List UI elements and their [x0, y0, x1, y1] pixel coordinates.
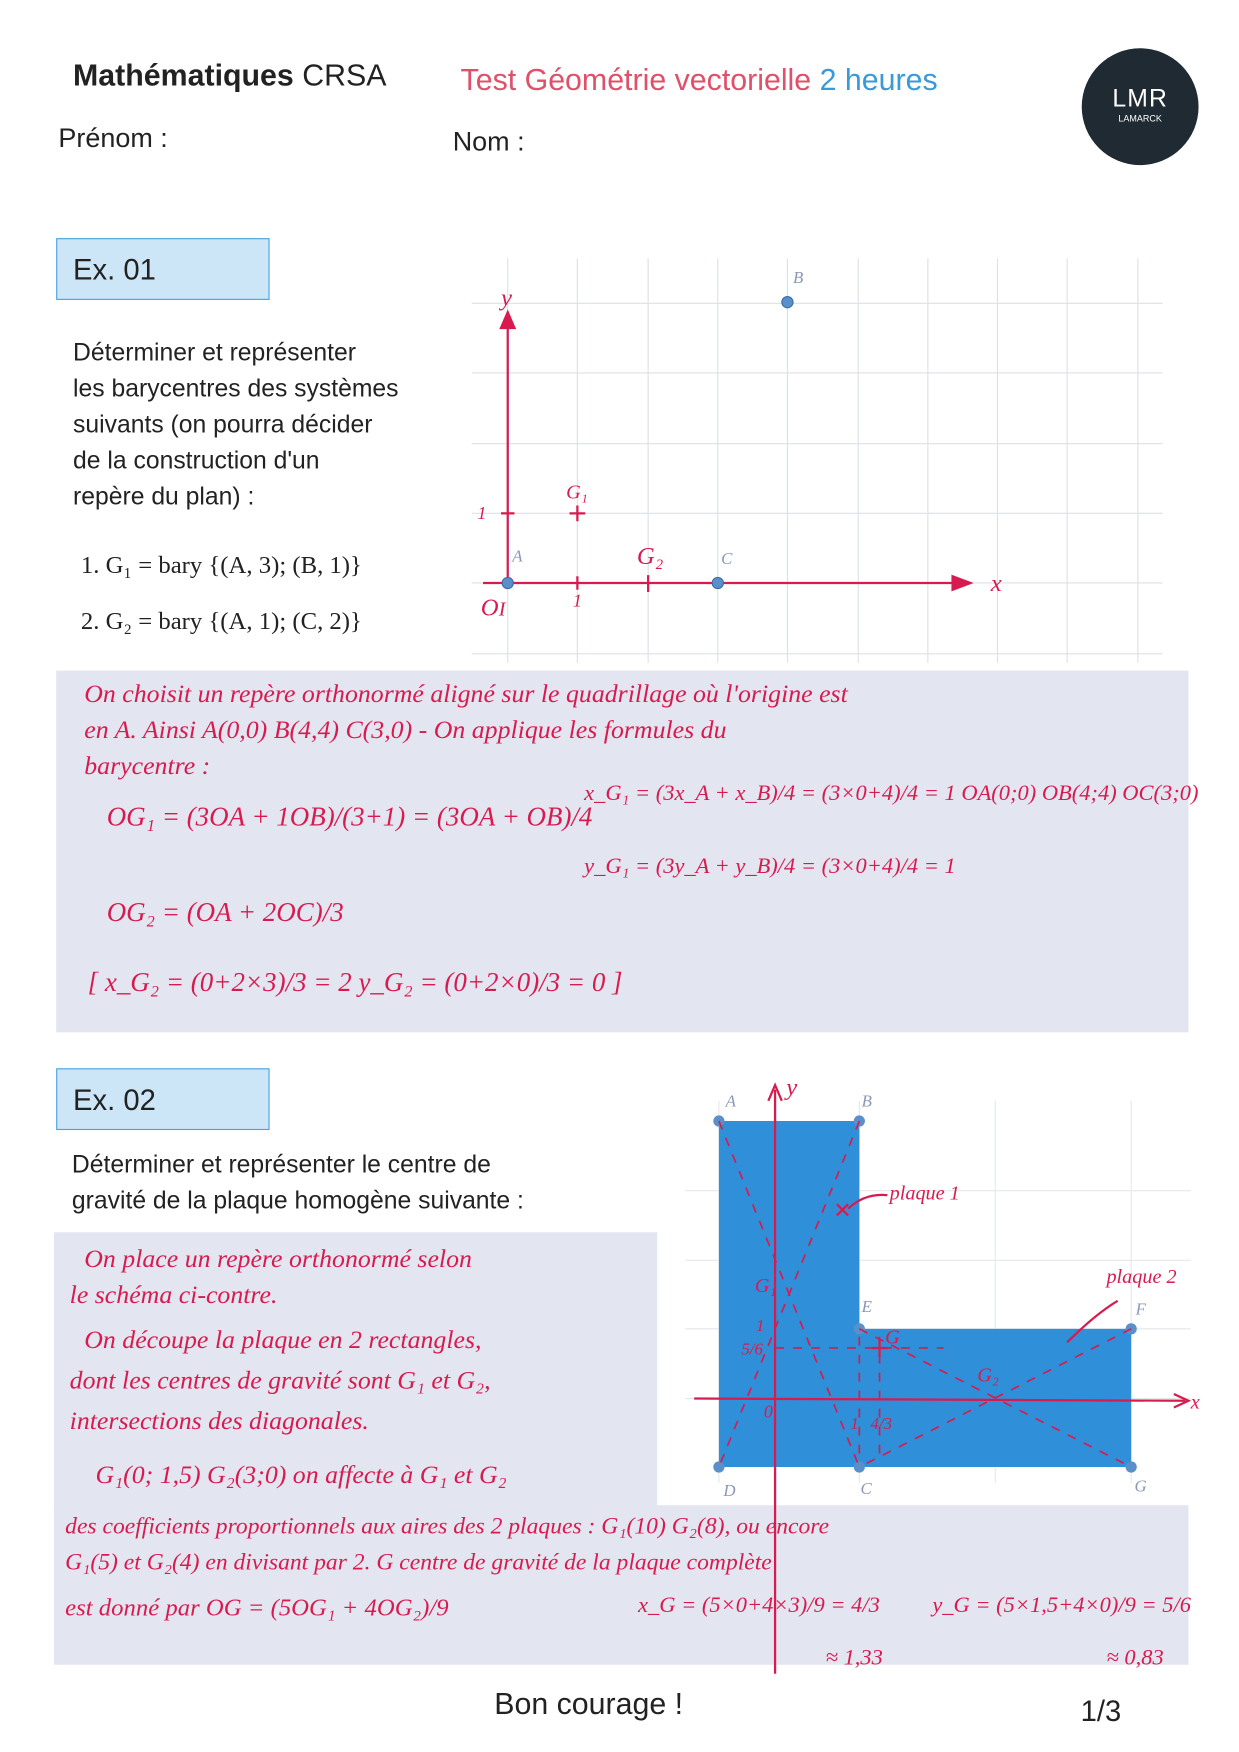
ex1-item-2: 2. G₂ = bary {(A, 1); (C, 2)} — [80, 606, 362, 635]
plaque1-label: plaque 1 — [889, 1182, 960, 1205]
test-title: Test Géométrie vectorielle 2 heures — [460, 62, 938, 97]
ex2-answer-line: des coefficients proportionnels aux aires des 2 plaques : G₁(10) G₂(8), ou encore — [65, 1511, 830, 1539]
ex1-answer-line: x_G₁ = (3x_A + x_B)/4 = (3×0+4)/4 = 1 OA(0;0) OB(4;4) OC(3;0) — [584, 780, 1199, 806]
plaque2-label: plaque 2 — [1106, 1265, 1177, 1288]
l-shaped-plate — [719, 1121, 1131, 1467]
ex1-statement: Déterminer et représenter les barycentres des systèmes suivants (on pourra décider de la construction d'un repère du plan) : — [73, 338, 399, 510]
ex2-answer-line: est donné par OG = (5OG₁ + 4OG₂)/9 — [65, 1592, 449, 1621]
g1-label: G₁ — [566, 481, 588, 504]
ex2-answer-line: x_G = (5×0+4×3)/9 = 4/3 — [638, 1592, 880, 1618]
first-name-label: Prénom : — [58, 123, 168, 154]
label-g: G — [1134, 1476, 1147, 1496]
ex1-answer-line: barycentre : — [84, 751, 211, 780]
ex1-label: Ex. 01 — [56, 238, 269, 300]
ex2-answer-line: dont les centres de gravité sont G₁ et G₂, — [69, 1365, 491, 1395]
label-a: A — [725, 1091, 736, 1111]
ex1-answer-line: OG₁ = (3OA + 1OB)/(3+1) = (3OA + OB)/4 — [106, 803, 593, 833]
x-label: x — [990, 569, 1002, 597]
label-a: A — [512, 546, 523, 566]
ex2-answer-approx-y: ≈ 0,83 — [1106, 1645, 1164, 1671]
x-tick-4-3: 4/3 — [870, 1413, 893, 1433]
label-b: B — [861, 1091, 872, 1111]
origin-label: 0 — [763, 1401, 773, 1422]
last-name-label: Nom : — [452, 126, 525, 158]
ex1-answer-line: en A. Ainsi A(0,0) B(4,4) C(3,0) - On applique les formules du — [84, 715, 727, 744]
ex2-answer-line: On place un repère orthonormé selon — [84, 1244, 472, 1273]
origin-suffix: I — [498, 598, 506, 621]
label-c: C — [860, 1478, 872, 1498]
ex2-answer-approx-x: ≈ 1,33 — [825, 1645, 883, 1671]
footer-message: Bon courage ! — [494, 1687, 684, 1721]
x-tick-1: 1 — [572, 590, 582, 611]
g2-label: G₂ — [636, 542, 664, 570]
g2-label: G₂ — [977, 1364, 999, 1387]
ex2-answer-line: y_G = (5×1,5+4×0)/9 = 5/6 — [932, 1592, 1191, 1618]
header-subject: Mathématiques CRSA — [73, 58, 387, 93]
y-tick-1: 1 — [755, 1316, 765, 1336]
label-b: B — [793, 268, 804, 288]
x-tick-1: 1 — [850, 1413, 859, 1433]
ex2-answer-line: G₁(0; 1,5) G₂(3;0) on affecte à G₁ et G₂ — [95, 1460, 507, 1489]
ex1-answer-line: On choisit un repère orthonormé aligné sur le quadrillage où l'origine est — [84, 679, 848, 708]
y-tick-5-6: 5/6 — [741, 1339, 763, 1359]
ex2-answer-line: intersections des diagonales. — [69, 1406, 369, 1435]
ex2-label: Ex. 02 — [56, 1068, 269, 1130]
label-d: D — [723, 1481, 736, 1501]
ex1-answer-line: OG₂ = (OA + 2OC)/3 — [106, 898, 344, 928]
ex2-answer-line: On découpe la plaque en 2 rectangles, — [84, 1325, 482, 1354]
ex1-item-1: 1. G₁ = bary {(A, 3); (B, 1)} — [80, 550, 362, 579]
ex1-answer-line: [ x_G₂ = (0+2×3)/3 = 2 y_G₂ = (0+2×0)/3 = 0 ] — [87, 968, 623, 998]
label-e: E — [861, 1297, 872, 1317]
ex2-statement: Déterminer et représenter le centre de gravité de la plaque homogène suivante : — [71, 1150, 524, 1215]
label-c: C — [721, 548, 733, 568]
page-number: 1/3 — [1080, 1693, 1122, 1728]
g-label: G — [885, 1326, 900, 1349]
x-label: x — [1190, 1391, 1200, 1414]
school-logo: LMR LAMARCK — [1082, 48, 1199, 165]
y-tick-1: 1 — [477, 502, 487, 523]
label-f: F — [1135, 1299, 1146, 1319]
y-label: y — [786, 1074, 798, 1102]
origin-label: O — [480, 594, 499, 622]
ex1-answer-line: y_G₁ = (3y_A + y_B)/4 = (3×0+4)/4 = 1 — [584, 853, 956, 879]
ex2-answer-line: le schéma ci-contre. — [69, 1280, 278, 1309]
y-label: y — [500, 284, 512, 312]
ex2-answer-line: G₁(5) et G₂(4) en divisant par 2. G centre de gravité de la plaque complète — [65, 1547, 772, 1575]
g1-label: G₁ — [754, 1274, 777, 1297]
